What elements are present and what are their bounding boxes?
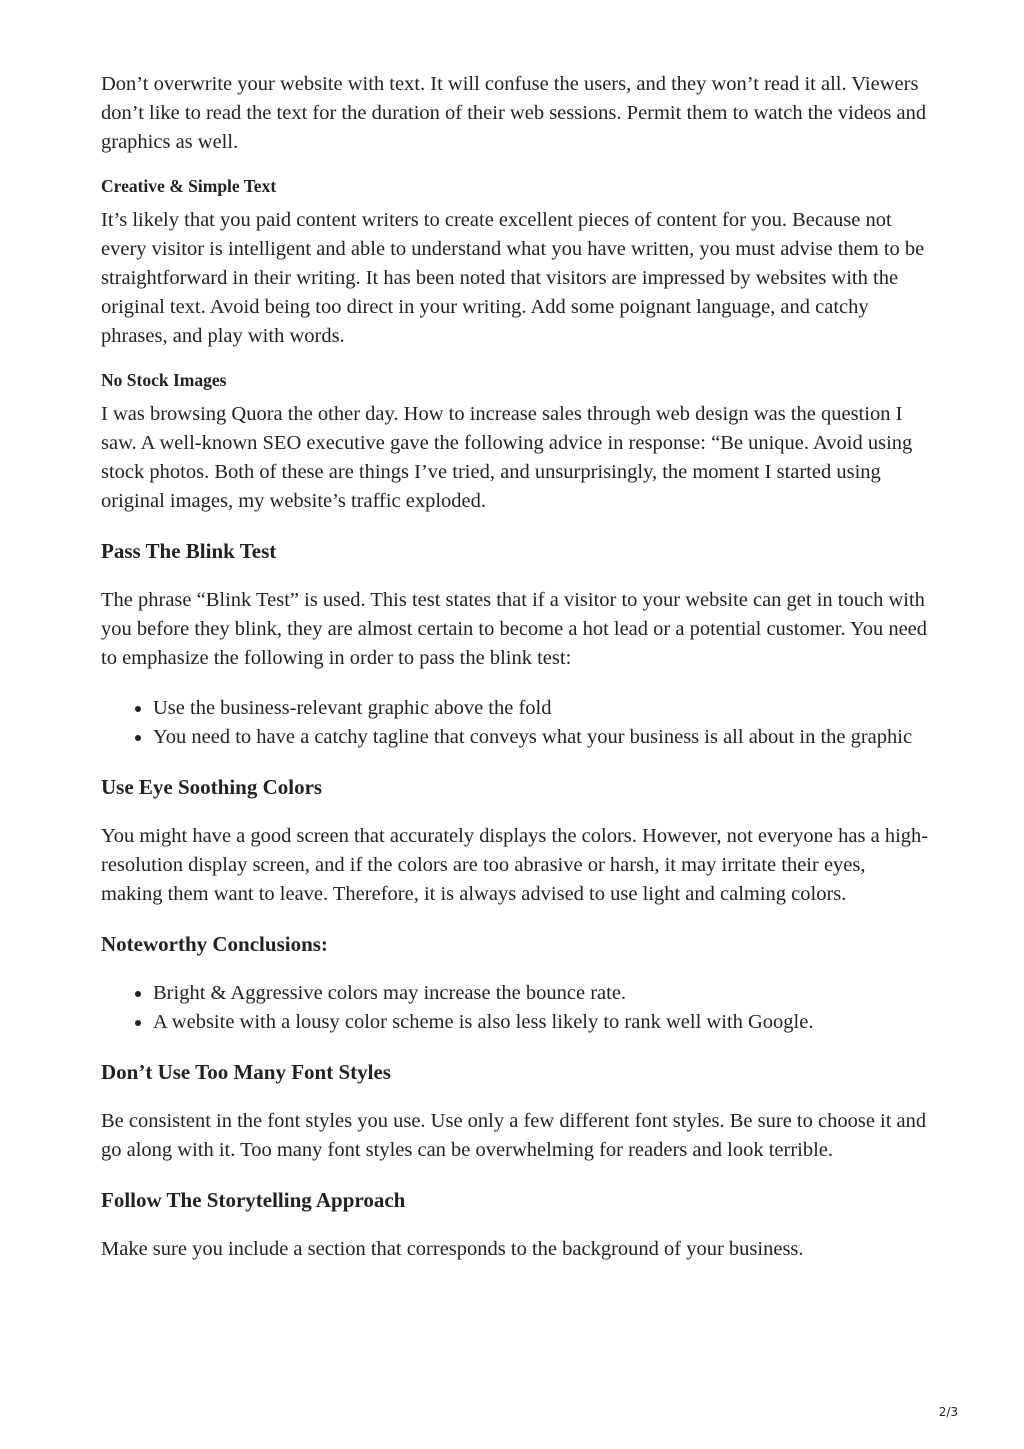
intro-paragraph: Don’t overwrite your website with text. It will confuse the users, and they won’t read it all. Viewers don’t like to read the text for the duration of their web sessions. Permit them to watch the videos and graphics as well. xyxy=(101,73,927,153)
storytelling-paragraph: Make sure you include a section that corresponds to the background of your business. xyxy=(101,1238,804,1260)
blink-test-paragraph: The phrase “Blink Test” is used. This test states that if a visitor to your website can get in touch with you before they blink, they are almost certain to become a hot lead or a potential customer. You need to emphasize the following in order to pass the blink test: xyxy=(101,589,928,669)
creative-text-paragraph: It’s likely that you paid content writers to create excellent pieces of content for you. Because not every visitor is intelligent and able to understand what you have written, you must advise them to be straightforward in their writing. It has been noted that visitors are impressed by websites with the original text. Avoid being too direct in your writing. Add some poignant language, and catchy phrases, and play with words. xyxy=(101,209,925,347)
list-item: • Use the business-relevant graphic above the fold xyxy=(153,694,931,723)
colors-paragraph: You might have a good screen that accurately displays the colors. However, not everyone has a high-resolution display screen, and if the colors are too abrasive or harsh, it may irritate their eyes, making them want to leave. Therefore, it is always advised to use light and calming colors. xyxy=(101,825,929,905)
blink-test-list xyxy=(101,694,931,752)
conclusions-list xyxy=(101,979,931,1037)
creative-text-heading: Creative & Simple Text xyxy=(101,176,277,196)
storytelling-heading: Follow The Storytelling Approach xyxy=(101,1188,406,1212)
blink-test-heading: Pass The Blink Test xyxy=(101,539,277,563)
no-stock-paragraph: I was browsing Quora the other day. How to increase sales through web design was the question I saw. A well-known SEO executive gave the following advice in response: “Be unique. Avoid using stock photos. Both of these are things I’ve tried, and unsurprisingly, the moment I started using original images, my website’s traffic exploded. xyxy=(101,403,913,512)
conclusions-heading: Noteworthy Conclusions: xyxy=(101,932,328,956)
page-number: 2/3 xyxy=(938,1405,958,1419)
document-page xyxy=(101,70,931,1264)
no-stock-heading: No Stock Images xyxy=(101,370,227,390)
fonts-heading: Don’t Use Too Many Font Styles xyxy=(101,1060,391,1084)
fonts-paragraph: Be consistent in the font styles you use. Use only a few different font styles. Be sure to choose it and go along with it. Too many font styles can be overwhelming for readers and look terrible. xyxy=(101,1110,927,1161)
colors-heading: Use Eye Soothing Colors xyxy=(101,775,323,799)
list-item: • A website with a lousy color scheme is also less likely to rank well with Google. xyxy=(153,1008,931,1037)
list-item: • You need to have a catchy tagline that conveys what your business is all about in the graphic xyxy=(153,723,931,752)
list-item: • Bright & Aggressive colors may increase the bounce rate. xyxy=(153,979,931,1008)
